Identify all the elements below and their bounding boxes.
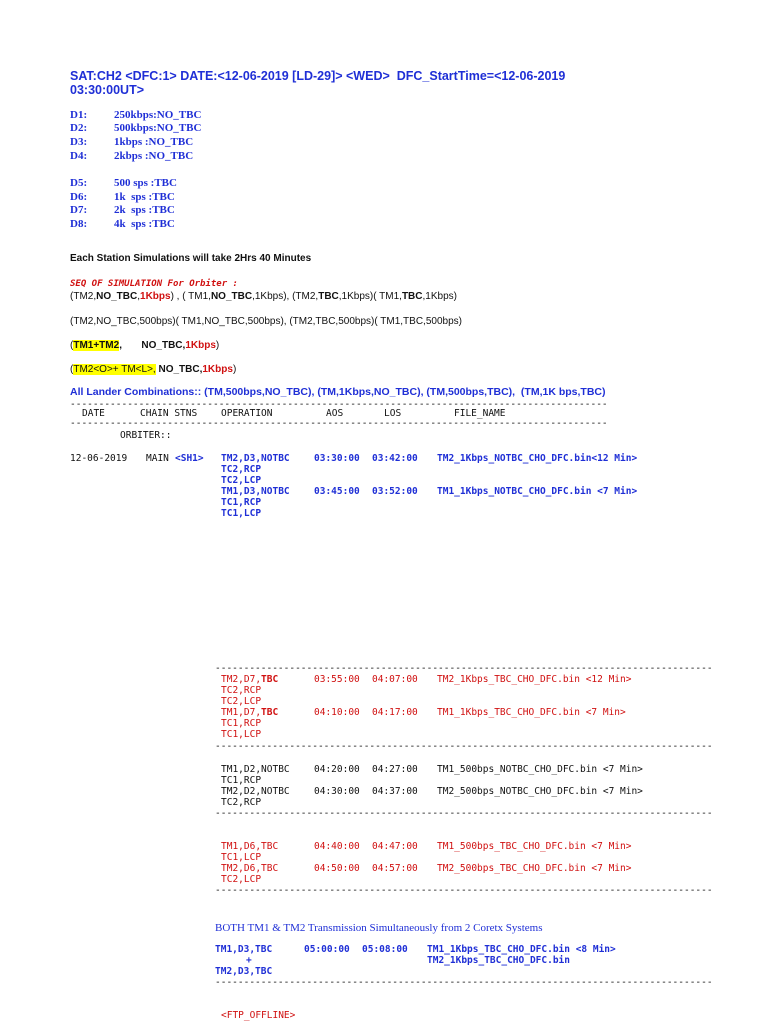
simulation-note: Each Station Simulations will take 2Hrs 40 Minutes xyxy=(70,253,312,264)
operation: TC1,LCP xyxy=(221,508,262,519)
aos-time: 05:00:00 xyxy=(304,944,350,955)
row-station: <SH1> xyxy=(175,453,204,464)
seq-line-2: (TM2,NO_TBC,500bps)( TM1,NO_TBC,500bps), (TM2,TBC,500bps)( TM1,TBC,500bps) xyxy=(70,316,462,327)
los-time: 04:27:00 xyxy=(372,764,418,775)
row-chain: MAIN xyxy=(146,453,169,464)
operation: TM2,D7,TBC xyxy=(221,674,279,685)
col-header-filename: FILE_NAME xyxy=(454,408,506,419)
col-header-operation: OPERATION xyxy=(221,408,273,419)
los-time: 05:08:00 xyxy=(362,944,408,955)
file-name: TM1_1Kbps_TBC_CHO_DFC.bin <8 Min> xyxy=(427,944,616,955)
operation: TM1,D6,TBC xyxy=(221,841,279,852)
rule: ---------------------------------------------------------------------------------------------- xyxy=(70,418,608,429)
file-name: TM1_1Kbps_TBC_CHO_DFC.bin <7 Min> xyxy=(437,707,626,718)
operation: TM1,D3,TBC xyxy=(215,944,273,955)
aos-time: 04:10:00 xyxy=(314,707,360,718)
seq-line-3: (TM1+TM2, NO_TBC,1Kbps) xyxy=(70,340,220,351)
operation: TC2,RCP xyxy=(221,797,262,808)
rate-value: 2k sps :TBC xyxy=(114,204,175,216)
plus-sign: + xyxy=(246,955,252,966)
rate-id: D6: xyxy=(70,191,88,203)
rate-value: 1k sps :TBC xyxy=(114,191,175,203)
rate-id: D8: xyxy=(70,218,88,230)
operation: TM1,D7,TBC xyxy=(221,707,279,718)
file-name: TM2_1Kbps_TBC_CHO_DFC.bin <12 Min> xyxy=(437,674,632,685)
aos-time: 03:45:00 xyxy=(314,486,360,497)
los-time: 04:17:00 xyxy=(372,707,418,718)
aos-time: 04:40:00 xyxy=(314,841,360,852)
los-time: 04:47:00 xyxy=(372,841,418,852)
operation: TC1,RCP xyxy=(221,718,262,729)
rate-id: D1: xyxy=(70,109,88,121)
operation: TC1,LCP xyxy=(221,852,262,863)
rate-value: 1kbps :NO_TBC xyxy=(114,136,194,148)
rule: --------------------------------------------------------------------------------------- xyxy=(215,885,713,896)
lander-combinations: All Lander Combinations:: (TM,500bps,NO_TBC), (TM,1Kbps,NO_TBC), (TM,500bps,TBC), (TM,1K bps,TBC) xyxy=(70,386,606,398)
file-name: TM2_500bps_NOTBC_CHO_DFC.bin <7 Min> xyxy=(437,786,643,797)
operation: TC1,LCP xyxy=(221,729,262,740)
rate-value: 4k sps :TBC xyxy=(114,218,175,230)
rate-id: D3: xyxy=(70,136,88,148)
operation: TC2,LCP xyxy=(221,475,262,486)
file-name: TM2_500bps_TBC_CHO_DFC.bin <7 Min> xyxy=(437,863,632,874)
aos-time: 03:55:00 xyxy=(314,674,360,685)
header-line-1: SAT:CH2 <DFC:1> DATE:<12-06-2019 [LD-29]> <WED> DFC_StartTime=<12-06-2019 xyxy=(70,69,566,83)
los-time: 03:52:00 xyxy=(372,486,418,497)
col-header-chain: CHAIN STNS xyxy=(140,408,198,419)
aos-time: 04:50:00 xyxy=(314,863,360,874)
file-name: TM1_1Kbps_NOTBC_CHO_DFC.bin <7 Min> xyxy=(437,486,638,497)
rule: ---------------------------------------------------------------------------------------------- xyxy=(70,399,608,410)
seq-line-1: (TM2,NO_TBC,1Kbps) , ( TM1,NO_TBC,1Kbps), (TM2,TBC,1Kbps)( TM1,TBC,1Kbps) xyxy=(70,291,457,302)
operation: TM1,D3,NOTBC xyxy=(221,486,290,497)
col-header-los: LOS xyxy=(384,408,402,419)
aos-time: 04:30:00 xyxy=(314,786,360,797)
operation: TC2,RCP xyxy=(221,685,262,696)
rate-id: D2: xyxy=(70,122,88,134)
operation: TC2,LCP xyxy=(221,696,262,707)
ftp-offline-tag: <FTP_OFFLINE> xyxy=(221,1010,296,1021)
rate-id: D5: xyxy=(70,177,88,189)
operation: TC2,RCP xyxy=(221,464,262,475)
file-name: TM2_1Kbps_TBC_CHO_DFC.bin xyxy=(427,955,570,966)
operation: TM2,D2,NOTBC xyxy=(221,786,290,797)
rule: --------------------------------------------------------------------------------------- xyxy=(215,663,713,674)
rate-id: D7: xyxy=(70,204,88,216)
header-line-2: 03:30:00UT> xyxy=(70,83,144,97)
operation: TM2,D3,TBC xyxy=(215,966,273,977)
rule: --------------------------------------------------------------------------------------- xyxy=(215,741,713,752)
rule: --------------------------------------------------------------------------------------- xyxy=(215,977,713,988)
seq-heading: SEQ OF SIMULATION For Orbiter : xyxy=(70,279,238,289)
operation: TC1,RCP xyxy=(221,775,262,786)
operation: TM1,D2,NOTBC xyxy=(221,764,290,775)
rate-value: 2kbps :NO_TBC xyxy=(114,150,194,162)
rate-id: D4: xyxy=(70,150,88,162)
rate-value: 500kbps:NO_TBC xyxy=(114,122,202,134)
operation: TM2,D3,NOTBC xyxy=(221,453,290,464)
file-name: TM2_1Kbps_NOTBC_CHO_DFC.bin<12 Min> xyxy=(437,453,638,464)
row-date: 12-06-2019 xyxy=(70,453,128,464)
operation: TM2,D6,TBC xyxy=(221,863,279,874)
both-heading: BOTH TM1 & TM2 Transmission Simultaneously from 2 Coretx Systems xyxy=(215,922,543,934)
los-time: 04:57:00 xyxy=(372,863,418,874)
orbiter-label: ORBITER:: xyxy=(120,430,172,441)
operation: TC2,LCP xyxy=(221,874,262,885)
aos-time: 04:20:00 xyxy=(314,764,360,775)
los-time: 03:42:00 xyxy=(372,453,418,464)
file-name: TM1_500bps_NOTBC_CHO_DFC.bin <7 Min> xyxy=(437,764,643,775)
col-header-aos: AOS xyxy=(326,408,344,419)
los-time: 04:37:00 xyxy=(372,786,418,797)
operation: TC1,RCP xyxy=(221,497,262,508)
col-header-date: DATE xyxy=(82,408,105,419)
aos-time: 03:30:00 xyxy=(314,453,360,464)
file-name: TM1_500bps_TBC_CHO_DFC.bin <7 Min> xyxy=(437,841,632,852)
los-time: 04:07:00 xyxy=(372,674,418,685)
rate-value: 250kbps:NO_TBC xyxy=(114,109,202,121)
rate-value: 500 sps :TBC xyxy=(114,177,177,189)
seq-line-4: (TM2<O>+ TM<L>, NO_TBC,1Kbps) xyxy=(70,364,237,375)
rule: --------------------------------------------------------------------------------------- xyxy=(215,808,713,819)
